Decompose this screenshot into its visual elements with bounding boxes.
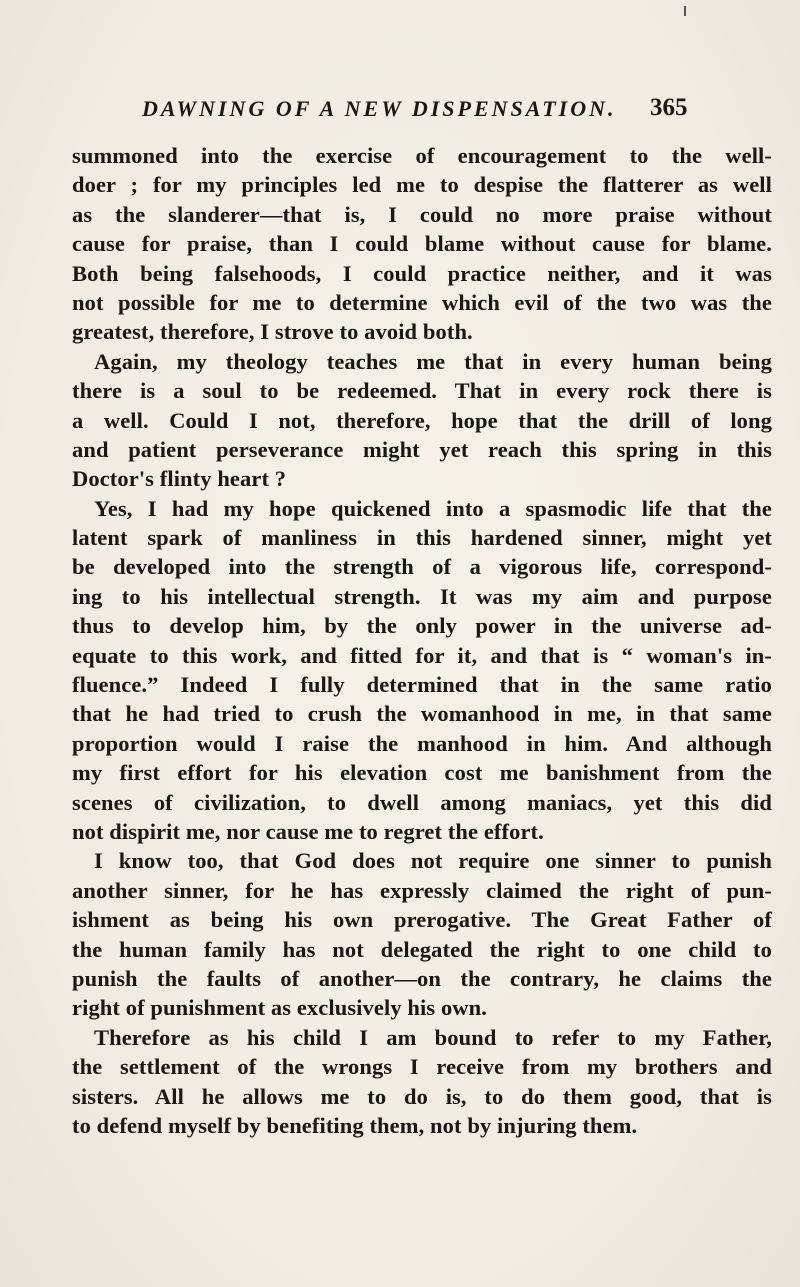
text-line: another sinner, for he has expressly claimed the right of pun-: [72, 877, 772, 903]
text-line: latent spark of manliness in this hardened sinner, might yet: [72, 525, 772, 551]
text-line: not dispirit me, nor cause me to regret the effort.: [72, 818, 544, 844]
ink-speck: [684, 6, 686, 16]
text-line: the human family has not delegated the right to one child to: [72, 936, 772, 962]
text-line: cause for praise, than I could blame without cause for blame.: [72, 231, 772, 257]
page-header: [142, 88, 772, 128]
text-line: there is a soul to be redeemed. That in every rock there is: [72, 378, 772, 404]
text-line: and patient perseverance might yet reach this spring in this: [72, 436, 772, 462]
text-line: proportion would I raise the manhood in him. And although: [72, 730, 772, 756]
text-line: summoned into the exercise of encouragement to the well-: [72, 143, 772, 168]
text-line: the settlement of the wrongs I receive from my brothers and: [72, 1054, 772, 1080]
text-line: sisters. All he allows me to do is, to do them good, that is: [72, 1083, 772, 1109]
text-line: that he had tried to crush the womanhood in me, in that same: [72, 701, 772, 727]
text-line: ishment as being his own prerogative. The Great Father of: [72, 907, 772, 933]
text-line: thus to develop him, by the only power in the universe ad-: [72, 613, 772, 639]
text-line: as the slanderer—that is, I could no more praise without: [72, 201, 772, 227]
text-line: a well. Could I not, therefore, hope that the drill of long: [72, 407, 772, 433]
paragraph-start: Again, my theology teaches me that in every human being: [94, 348, 772, 374]
text-line: Both being falsehoods, I could practice neither, and it was: [72, 260, 772, 286]
text-line: scenes of civilization, to dwell among maniacs, yet this did: [72, 789, 772, 815]
paragraph-start: I know too, that God does not require one sinner to punish: [94, 848, 772, 874]
text-line: be developed into the strength of a vigorous life, correspond-: [72, 554, 772, 580]
body-text: [72, 141, 772, 1140]
text-line: punish the faults of another—on the contrary, he claims the: [72, 965, 772, 991]
text-line: Doctor's flinty heart ?: [72, 466, 287, 492]
text-line: ing to his intellectual strength. It was my aim and purpose: [72, 583, 772, 609]
page-number: 365: [650, 94, 688, 121]
paragraph-start: Therefore as his child I am bound to refer to my Father,: [94, 1024, 772, 1050]
text-line: to defend myself by benefiting them, not by injuring them.: [72, 1112, 638, 1138]
text-line: doer ; for my principles led me to despise the flatterer as well: [72, 172, 772, 198]
text-line: not possible for me to determine which evil of the two was the: [72, 289, 772, 315]
text-line: fluence.” Indeed I fully determined that in the same ratio: [72, 672, 772, 698]
running-title: DAWNING OF A NEW DISPENSATION.: [142, 96, 617, 121]
paragraph-start: Yes, I had my hope quickened into a spasmodic life that the: [94, 495, 772, 521]
text-line: greatest, therefore, I strove to avoid both.: [72, 319, 473, 345]
text-line: equate to this work, and fitted for it, and that is “ woman's in-: [72, 642, 772, 668]
text-line: my first effort for his elevation cost me banishment from the: [72, 760, 772, 786]
text-line: right of punishment as exclusively his own.: [72, 995, 487, 1021]
